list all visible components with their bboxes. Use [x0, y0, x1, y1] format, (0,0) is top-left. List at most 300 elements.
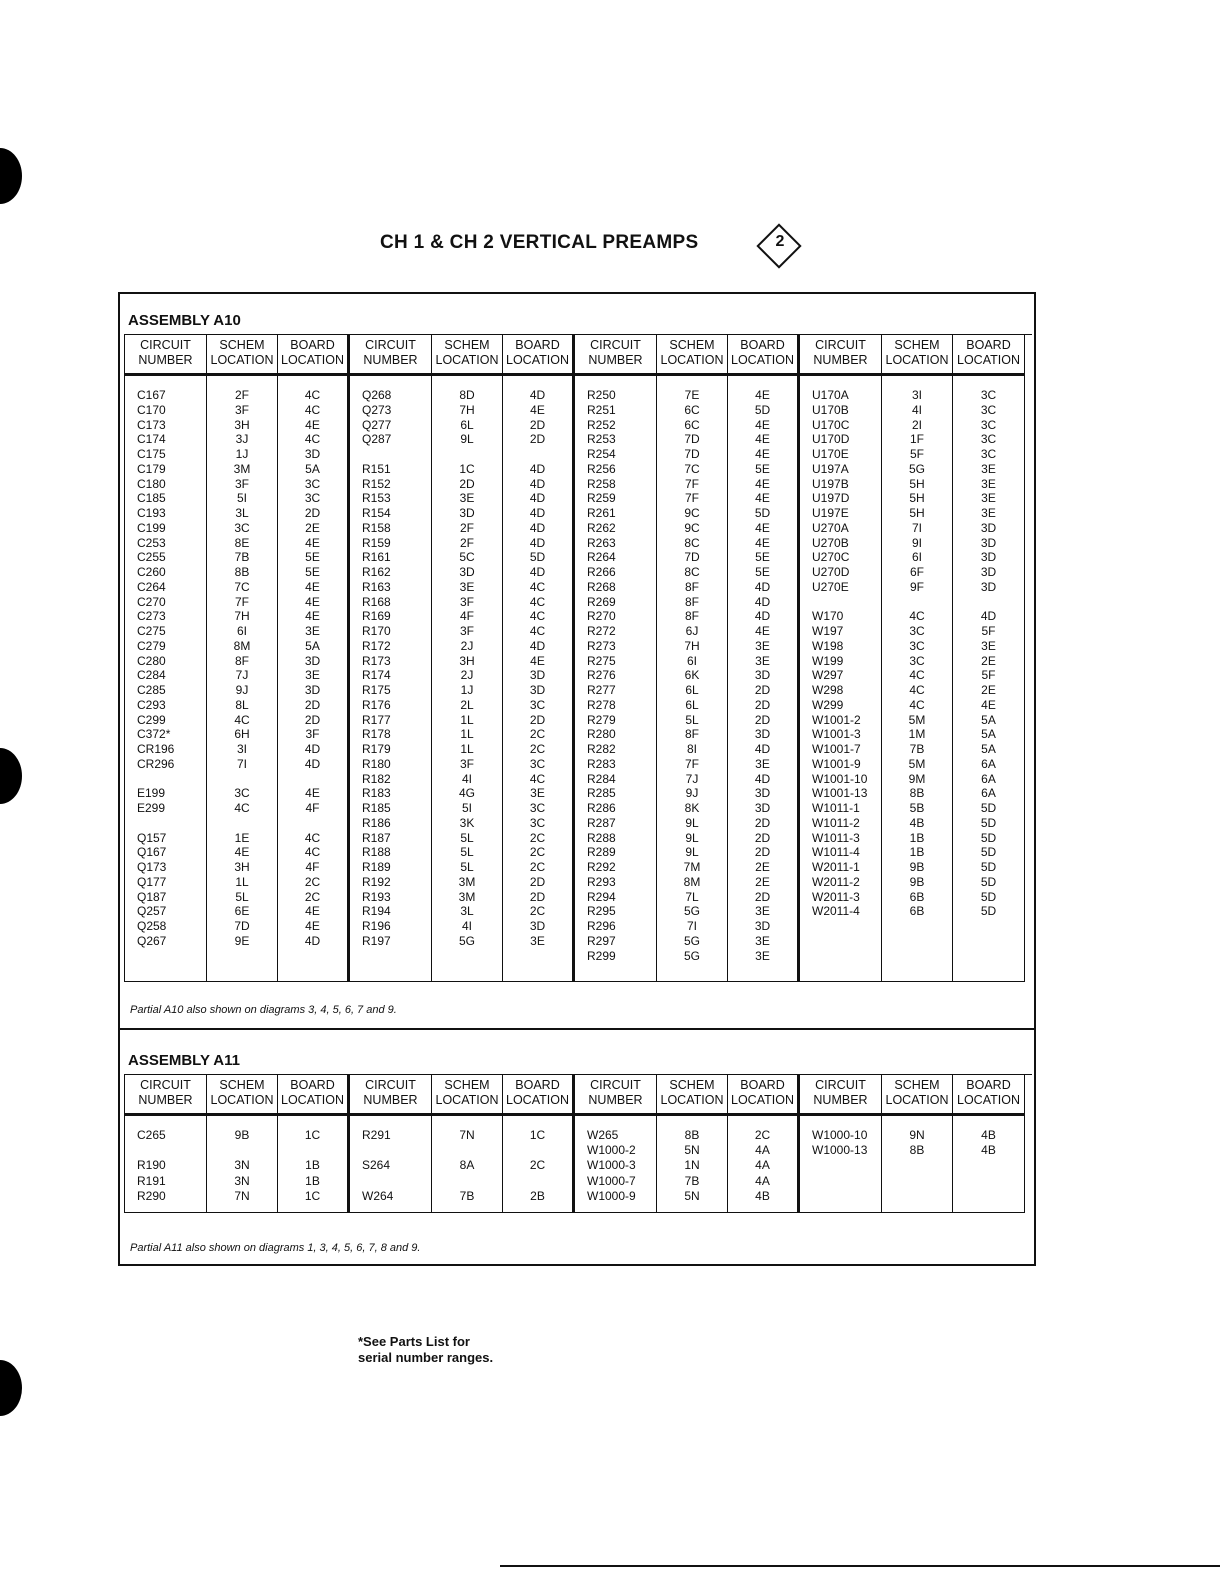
board-cell: 3D: [754, 786, 771, 801]
schem-cell: 2F: [459, 520, 474, 535]
schem-cell: 2F: [459, 535, 474, 550]
header-text: LOCATION: [435, 353, 499, 367]
board-cell: 2E: [981, 683, 996, 697]
column-cells: [278, 376, 347, 981]
schem-cell: 5F: [909, 447, 924, 461]
circuit-cell: R258: [587, 476, 616, 491]
schem-cell: 5I: [236, 491, 247, 506]
circuit-cell: U270B: [812, 535, 849, 550]
schem-cell: 1F: [909, 432, 924, 447]
schem-cell: 8M: [683, 874, 701, 889]
circuit-cell: R194: [362, 904, 391, 919]
schem-cell: 3N: [234, 1158, 250, 1173]
schem-cell: 7D: [684, 447, 700, 461]
header-text: CIRCUIT: [590, 1078, 641, 1092]
schem-column-header: [882, 1074, 952, 1116]
circuit-column: [800, 1074, 882, 1212]
circuit-cell: R192: [362, 874, 391, 889]
schem-cell: 5G: [683, 948, 700, 963]
circuit-column: [125, 334, 207, 981]
header-text: BOARD: [290, 338, 335, 352]
board-cell: 4D: [529, 638, 546, 653]
diagram-number: 2: [775, 233, 785, 250]
board-cell: 3D: [980, 520, 997, 535]
schem-cell: 9I: [911, 535, 922, 550]
board-column: [953, 1074, 1025, 1212]
header-text: CIRCUIT: [590, 338, 641, 352]
schem-cell: 8B: [909, 1143, 925, 1158]
circuit-column: [575, 334, 657, 981]
header-text: NUMBER: [813, 1093, 868, 1107]
board-column-header: [503, 1074, 572, 1116]
circuit-cell: E299: [137, 801, 166, 815]
schem-cell: 3C: [909, 624, 925, 638]
circuit-cell: W1000-10: [812, 1128, 868, 1142]
schem-cell: 3J: [235, 432, 249, 447]
schem-cell: 3C: [234, 786, 250, 801]
board-cell: 4E: [305, 594, 320, 609]
circuit-cell: CR296: [137, 756, 175, 771]
schem-cell: 8D: [459, 388, 475, 402]
board-cell: 4D: [980, 609, 997, 624]
schem-cell: 9J: [235, 683, 249, 697]
circuit-cell: W1011-1: [812, 801, 860, 815]
circuit-cell: W1000-7: [587, 1173, 636, 1188]
circuit-cell: R158: [362, 520, 391, 535]
circuit-cell: W2011-2: [812, 874, 860, 889]
column-cells: [503, 1116, 572, 1212]
circuit-cell: R154: [362, 506, 391, 520]
circuit-cell: W197: [812, 624, 844, 638]
board-cell: 4D: [529, 461, 546, 476]
circuit-cell: R279: [587, 712, 616, 727]
schem-cell: 9C: [684, 520, 700, 535]
circuit-cell: U197B: [812, 476, 849, 491]
circuit-cell: R280: [587, 727, 616, 742]
column-cells: [350, 376, 431, 981]
board-cell: 3E: [755, 933, 770, 948]
board-cell: 4E: [755, 388, 770, 402]
schem-column-header: [207, 334, 277, 376]
circuit-cell: R152: [362, 476, 391, 491]
board-cell: 5D: [980, 874, 997, 889]
schem-cell: 7F: [234, 594, 249, 609]
board-cell: 4D: [304, 933, 321, 948]
circuit-cell: R266: [587, 565, 616, 579]
board-cell: 4E: [305, 786, 320, 801]
column-cells: [575, 376, 656, 981]
schem-cell: 6K: [684, 668, 700, 683]
board-cell: 2D: [754, 815, 771, 830]
schem-cell: 9J: [685, 786, 699, 801]
board-cell: 2D: [304, 697, 321, 712]
board-cell: 4C: [529, 594, 546, 609]
schem-column-header: [432, 334, 502, 376]
header-text: SCHEM: [444, 338, 490, 352]
circuit-cell: W297: [812, 668, 844, 683]
schem-cell: 3L: [460, 904, 474, 919]
schem-cell: 4C: [234, 712, 250, 727]
circuit-cell: R189: [362, 860, 391, 874]
board-cell: 2D: [304, 712, 321, 727]
board-cell: 4E: [755, 535, 770, 550]
board-cell: 3E: [981, 491, 996, 506]
schem-cell: 5B: [909, 801, 925, 815]
schem-cell: 6B: [909, 889, 925, 904]
schem-cell: 4I: [461, 919, 472, 933]
board-cell: 4E: [755, 476, 770, 491]
column-cells: [350, 1116, 431, 1212]
board-cell: 2E: [755, 860, 770, 874]
circuit-cell: W198: [812, 638, 844, 653]
board-cell: 4D: [754, 594, 771, 609]
circuit-cell: R153: [362, 491, 391, 506]
circuit-cell: R183: [362, 786, 391, 801]
circuit-cell: R196: [362, 919, 391, 933]
board-cell: 3D: [980, 565, 997, 579]
schem-cell: 7L: [685, 889, 699, 904]
board-column-header: [728, 1074, 797, 1116]
schem-cell: 5L: [235, 889, 249, 904]
board-cell: 3F: [305, 727, 320, 742]
header-text: BOARD: [966, 1078, 1011, 1092]
board-cell: 2C: [529, 845, 546, 860]
board-cell: 4E: [755, 417, 770, 432]
board-cell: 3D: [754, 668, 771, 683]
board-cell: 3E: [981, 461, 996, 476]
circuit-cell: C372*: [137, 727, 171, 742]
schem-column: [657, 1074, 728, 1212]
board-cell: 4E: [755, 432, 770, 447]
board-cell: 4E: [305, 417, 320, 432]
schem-cell: 7E: [684, 388, 700, 402]
board-column-header: [728, 334, 797, 376]
circuit-cell: R277: [587, 683, 616, 697]
schem-cell: 7C: [234, 579, 250, 594]
schem-cell: 8C: [684, 535, 700, 550]
schem-cell: 5G: [683, 904, 700, 919]
header-text: LOCATION: [281, 1093, 344, 1107]
schem-cell: 5I: [461, 801, 472, 815]
circuit-cell: R254: [587, 447, 616, 461]
circuit-cell: W1001-2: [812, 712, 861, 727]
circuit-cell: R250: [587, 388, 616, 402]
schem-column-header: [657, 1074, 727, 1116]
schem-cell: 7C: [684, 461, 700, 476]
header-text: LOCATION: [506, 1093, 569, 1107]
schem-cell: 1N: [684, 1158, 700, 1173]
schem-column: [882, 1074, 953, 1212]
board-cell: 5A: [981, 742, 996, 756]
column-cells: [125, 1116, 206, 1212]
schem-cell: 9B: [909, 860, 925, 874]
header-text: CIRCUIT: [365, 338, 416, 352]
column-cells: [657, 376, 727, 981]
column-cells: [800, 1116, 881, 1212]
schem-cell: 5G: [458, 933, 475, 948]
circuit-cell: W199: [812, 653, 844, 668]
circuit-column-header: [575, 334, 656, 376]
header-text: SCHEM: [669, 338, 715, 352]
header-text: CIRCUIT: [140, 338, 191, 352]
board-cell: 5A: [981, 727, 996, 742]
circuit-cell: R193: [362, 889, 391, 904]
header-text: SCHEM: [219, 1078, 265, 1092]
schem-cell: 5H: [909, 506, 925, 520]
schem-cell: 3C: [909, 638, 925, 653]
header-text: NUMBER: [588, 1093, 643, 1107]
punch-hole: [0, 1360, 22, 1416]
schem-cell: 3I: [236, 742, 247, 756]
schem-cell: 3C: [234, 520, 250, 535]
schem-cell: 7D: [684, 432, 700, 447]
board-cell: 6A: [981, 756, 996, 771]
header-text: CIRCUIT: [365, 1078, 416, 1092]
schem-cell: 7D: [684, 550, 700, 565]
schem-column-header: [432, 1074, 502, 1116]
circuit-column-header: [350, 1074, 431, 1116]
schem-cell: 3M: [233, 461, 251, 476]
board-cell: 5A: [981, 712, 996, 727]
board-cell: 3C: [529, 801, 546, 815]
a11-grid: [124, 1074, 1025, 1213]
circuit-cell: C179: [137, 461, 166, 476]
circuit-cell: R285: [587, 786, 616, 801]
a10-note: Partial A10 also shown on diagrams 3, 4, 5, 6, 7 and 9.: [130, 1004, 397, 1016]
circuit-cell: R162: [362, 565, 391, 579]
circuit-cell: R253: [587, 432, 616, 447]
column-cells: [278, 1116, 347, 1212]
board-cell: 3E: [981, 506, 996, 520]
schem-column: [207, 1074, 278, 1212]
circuit-cell: C199: [137, 520, 166, 535]
board-column-header: [278, 1074, 347, 1116]
circuit-cell: Q273: [362, 402, 392, 417]
circuit-cell: U270C: [812, 550, 850, 565]
schem-cell: 3F: [459, 756, 474, 771]
circuit-cell: W1000-9: [587, 1188, 636, 1203]
board-cell: 4A: [755, 1173, 770, 1188]
board-cell: 4D: [529, 520, 546, 535]
schem-cell: 7B: [234, 550, 250, 565]
schem-cell: 5G: [908, 461, 925, 476]
board-cell: 5D: [980, 801, 997, 815]
board-cell: 2D: [529, 889, 546, 904]
board-column: [953, 334, 1025, 981]
circuit-cell: U270D: [812, 565, 850, 579]
schem-cell: 3F: [234, 402, 249, 417]
board-cell: 2E: [981, 653, 996, 668]
board-cell: 4D: [304, 742, 321, 756]
board-column-header: [953, 334, 1024, 376]
board-column: [728, 1074, 800, 1212]
circuit-cell: R187: [362, 830, 391, 845]
board-cell: 3C: [529, 815, 546, 830]
schem-cell: 8A: [459, 1158, 475, 1173]
circuit-cell: C275: [137, 624, 166, 638]
schem-cell: 3M: [458, 889, 476, 904]
circuit-cell: R163: [362, 579, 391, 594]
board-cell: 3D: [529, 919, 546, 933]
circuit-cell: R297: [587, 933, 616, 948]
board-cell: 4E: [305, 535, 320, 550]
circuit-cell: C175: [137, 447, 166, 461]
board-cell: 4C: [529, 609, 546, 624]
board-cell: 3E: [530, 786, 545, 801]
board-cell: 4D: [529, 491, 546, 506]
schem-cell: 4G: [458, 786, 475, 801]
circuit-cell: R252: [587, 417, 616, 432]
circuit-cell: C265: [137, 1128, 166, 1142]
circuit-cell: C173: [137, 417, 166, 432]
board-cell: 2D: [304, 506, 321, 520]
circuit-cell: C167: [137, 388, 166, 402]
schem-cell: 2J: [460, 668, 474, 683]
circuit-cell: R299: [587, 948, 616, 963]
board-cell: 4D: [529, 565, 546, 579]
board-cell: 5D: [980, 845, 997, 860]
header-text: LOCATION: [957, 1093, 1020, 1107]
board-cell: 5D: [980, 830, 997, 845]
circuit-cell: R283: [587, 756, 616, 771]
board-cell: 2D: [754, 697, 771, 712]
circuit-cell: Q257: [137, 904, 167, 919]
header-text: SCHEM: [219, 338, 265, 352]
schem-column: [657, 334, 728, 981]
schem-cell: 3N: [234, 1173, 250, 1188]
board-cell: 4E: [305, 904, 320, 919]
schem-cell: 6C: [684, 417, 700, 432]
circuit-cell: W1001-9: [812, 756, 861, 771]
column-cells: [432, 1116, 502, 1212]
circuit-cell: R295: [587, 904, 616, 919]
header-text: NUMBER: [363, 1093, 418, 1107]
header-text: CIRCUIT: [140, 1078, 191, 1092]
header-text: LOCATION: [660, 1093, 724, 1107]
header-text: LOCATION: [660, 353, 724, 367]
circuit-cell: Q167: [137, 845, 167, 860]
board-cell: 3D: [754, 919, 771, 933]
circuit-cell: R275: [587, 653, 616, 668]
board-cell: 4E: [755, 447, 770, 461]
board-cell: 3E: [755, 756, 770, 771]
section-separator: [120, 1028, 1034, 1030]
board-cell: 4D: [754, 771, 771, 786]
schem-cell: 3H: [234, 860, 250, 874]
schem-cell: 8B: [684, 1128, 700, 1142]
column-cells: [728, 1116, 797, 1212]
circuit-cell: R262: [587, 520, 616, 535]
schem-column-header: [657, 334, 727, 376]
schem-cell: 7I: [236, 756, 247, 771]
board-cell: 2E: [755, 874, 770, 889]
schem-cell: 4F: [459, 609, 474, 624]
board-cell: 4D: [304, 756, 321, 771]
board-cell: 3E: [755, 948, 770, 963]
board-cell: 3D: [754, 801, 771, 815]
board-cell: 2D: [754, 889, 771, 904]
schem-cell: 4C: [909, 683, 925, 697]
board-column: [728, 334, 800, 981]
circuit-cell: W2011-3: [812, 889, 860, 904]
schem-cell: 8F: [234, 653, 249, 668]
board-cell: 4C: [529, 771, 546, 786]
schem-cell: 6E: [234, 904, 250, 919]
footnote-line: serial number ranges.: [358, 1350, 494, 1365]
schem-cell: 9L: [685, 830, 699, 845]
schem-cell: 2J: [460, 638, 474, 653]
circuit-cell: R278: [587, 697, 616, 712]
circuit-cell: C170: [137, 402, 166, 417]
schem-cell: 8F: [684, 609, 699, 624]
circuit-cell: C193: [137, 506, 166, 520]
assembly-title: ASSEMBLY A10: [128, 312, 241, 329]
circuit-cell: R290: [137, 1188, 166, 1203]
board-cell: 4D: [529, 506, 546, 520]
board-cell: 3D: [754, 727, 771, 742]
board-cell: 4E: [530, 653, 545, 668]
circuit-cell: U270A: [812, 520, 849, 535]
circuit-cell: W2011-1: [812, 860, 860, 874]
circuit-cell: W1000-13: [812, 1143, 868, 1158]
board-cell: 2C: [754, 1128, 771, 1142]
header-text: LOCATION: [957, 353, 1020, 367]
header-text: BOARD: [290, 1078, 335, 1092]
schem-cell: 3M: [458, 874, 476, 889]
column-cells: [432, 376, 502, 981]
board-cell: 4C: [304, 388, 321, 402]
schem-cell: 6I: [911, 550, 922, 565]
circuit-column: [350, 334, 432, 981]
header-text: BOARD: [740, 338, 785, 352]
schem-cell: 1L: [235, 874, 249, 889]
schem-cell: 7F: [684, 491, 699, 506]
circuit-cell: W1001-10: [812, 771, 868, 786]
circuit-cell: U197D: [812, 491, 850, 506]
circuit-cell: Q177: [137, 874, 167, 889]
circuit-cell: R173: [362, 653, 391, 668]
board-cell: 2D: [529, 432, 546, 447]
board-cell: 3E: [755, 904, 770, 919]
circuit-cell: R263: [587, 535, 616, 550]
board-cell: 4F: [305, 801, 320, 815]
board-cell: 3C: [304, 476, 321, 491]
board-cell: 3E: [305, 624, 320, 638]
header-text: SCHEM: [894, 1078, 940, 1092]
column-cells: [125, 376, 206, 981]
circuit-cell: C185: [137, 491, 166, 506]
schem-cell: 9L: [685, 845, 699, 860]
schem-cell: 7B: [459, 1188, 475, 1203]
header-text: LOCATION: [731, 1093, 794, 1107]
circuit-column-header: [125, 1074, 206, 1116]
board-column: [503, 334, 575, 981]
circuit-cell: R287: [587, 815, 616, 830]
header-text: LOCATION: [885, 1093, 949, 1107]
circuit-cell: W1011-3: [812, 830, 860, 845]
schem-cell: 5N: [684, 1143, 700, 1158]
board-cell: 2D: [754, 830, 771, 845]
schem-column: [882, 334, 953, 981]
board-cell: 3C: [529, 756, 546, 771]
board-cell: 6A: [981, 771, 996, 786]
board-cell: 3D: [529, 683, 546, 697]
circuit-cell: Q287: [362, 432, 392, 447]
header-text: BOARD: [515, 338, 560, 352]
header-text: NUMBER: [138, 1093, 193, 1107]
board-cell: 2C: [529, 904, 546, 919]
circuit-cell: Q268: [362, 388, 392, 402]
